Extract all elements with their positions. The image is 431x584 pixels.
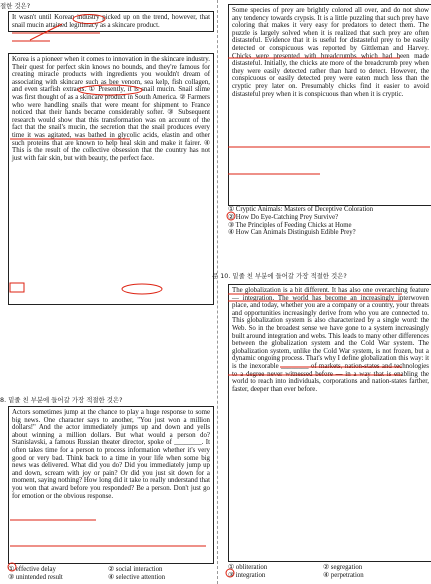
q10-option-4[interactable]: ④ perpetration: [323, 571, 364, 579]
passage-7-text: Korea is a pioneer when it comes to innovation in the skincare industry. Their quest for perfect skin knows no bounds, and they're famous for creating miracle products with ingredients you wouldn't dream of associating with skincare such as bee venom, sea kelp, fish collagen, and even starfish extracts. ① Presently, it is snail mucin. Snail slime was first thought of as a skincare product in South America. ② Farmers who were handling snails that were meant for shipment to France noticed that their hands became considerably softer. ③ Subsequent research would show that this transformation was on account of the fact that the snail's mucin, the secretion that the snail produces every time it was agitated, was bathed in glycolic acids, elastin and other such proteins that are known to help heal skin and make it fairer. ④ This is the result of the collective obsession that the country has not just with fair skin, but with beauty, the perfect face.: [12, 56, 210, 162]
passage-10-text: The globalization is a bit different. It has also one overarching feature — integration. The world has become an increasingly interwoven place, and today, whether you are a company or a country, your threats and opportunities increasingly derive from who you are connected to. This globalization system is also characterized by a single word: the Web. So in the broadest sense we have gone to a system increasingly built around integration and webs. This leads to many other differences between the globalization system and the Cold War system. The globalization system, unlike the Cold War system, is not frozen, but a dynamic ongoing process. That's why I define globalization this way: it is the inexorable ________ of markets, nation-states and technologies to a degree never witnessed before — in a way that is enabling the world to reach into individuals, corporations and nation-states farther, faster, deeper than ever before.: [232, 287, 429, 393]
column-divider: [217, 0, 218, 584]
q10-option-1[interactable]: ① obliteration: [228, 564, 268, 571]
q10-option-2[interactable]: ② segregation: [323, 564, 363, 571]
passage-9-text: Some species of prey are brightly colored all over, and do not show any tendency towards crypsis. It is a little puzzling that such prey have coloring that makes it very easy for predators to detect them. The puzzle is largely solved when it is realized that such prey are often distasteful. Evidence that it is useful for distasteful prey to be easily detected or conspicuous was reported by Gittleman and Harvey. Chicks were presented with breadcrumbs which had been made distasteful. Initially, the chicks ate more of the breadcrumb prey when they were easily detected rather than hard to detect. However, the conspicuous or easily detected prey were eaten much less than the cryptic prey later on. Presumably chicks find it easier to avoid distasteful prey when it is conspicuous than when it is cryptic.: [232, 7, 429, 98]
passage-10-box: [228, 284, 431, 562]
passage-8-box: [8, 406, 214, 564]
question-10-options: [228, 564, 418, 580]
q8-option-4[interactable]: ④ selective attention: [108, 573, 166, 581]
q9-option-3[interactable]: ③ The Principles of Feeding Chicks at Home: [228, 221, 352, 229]
passage-8-text: Actors sometimes jump at the chance to play a huge response to some big news. One character says to another, "You just won a million dollars!" And the actor immediately jumps up and down and yells about winning a million dollars. But what would a person do? Stanislavski, a famous Russian theater director, spoke of ________. It often takes time for a person to process information whether it's very good or very bad. Think back to a time in your life when some big news was delivered. What did you do? Did you immediately jump up and down, scream with joy or pain? Or did you just sit down for a moment, saying nothing? How long did it take to really understand that you won that award before you responded? Be a person. Don't just go for emotion or the obvious response.: [12, 409, 210, 500]
q8-option-2[interactable]: ② social interaction: [108, 566, 163, 573]
passage-7-box: [8, 53, 214, 305]
q9-option-1[interactable]: ① Cryptic Animals: Masters of Deceptive Coloration: [228, 206, 374, 213]
q8-option-1[interactable]: ① effective delay: [8, 566, 56, 573]
q9-option-2[interactable]: ② How Do Eye-Catching Prey Survive?: [228, 213, 339, 221]
question-8-options: [8, 566, 208, 582]
given-sentence-box: [8, 11, 214, 32]
q10-option-3[interactable]: ③ integration: [228, 571, 266, 579]
left-column: [0, 0, 214, 581]
given-sentence: It wasn't until Korean industry picked up on the trend, however, that snail mucin attained legitimacy as a skincare product.: [12, 14, 210, 29]
question-9-options: [228, 206, 431, 237]
q9-option-4[interactable]: ④ How Can Animals Distinguish Edible Prey?: [228, 229, 356, 237]
question-10-header: 문 10. 밑줄 친 부분에 들어갈 가장 적절한 것은?: [212, 272, 347, 280]
passage-9-box: [228, 4, 431, 206]
question-8-header: 8. 밑줄 친 부분에 들어갈 가장 적절한 것은?: [0, 396, 123, 404]
question-7-header-fragment: 절한 것은?: [0, 2, 31, 10]
q8-option-3[interactable]: ③ unintended result: [8, 573, 63, 581]
